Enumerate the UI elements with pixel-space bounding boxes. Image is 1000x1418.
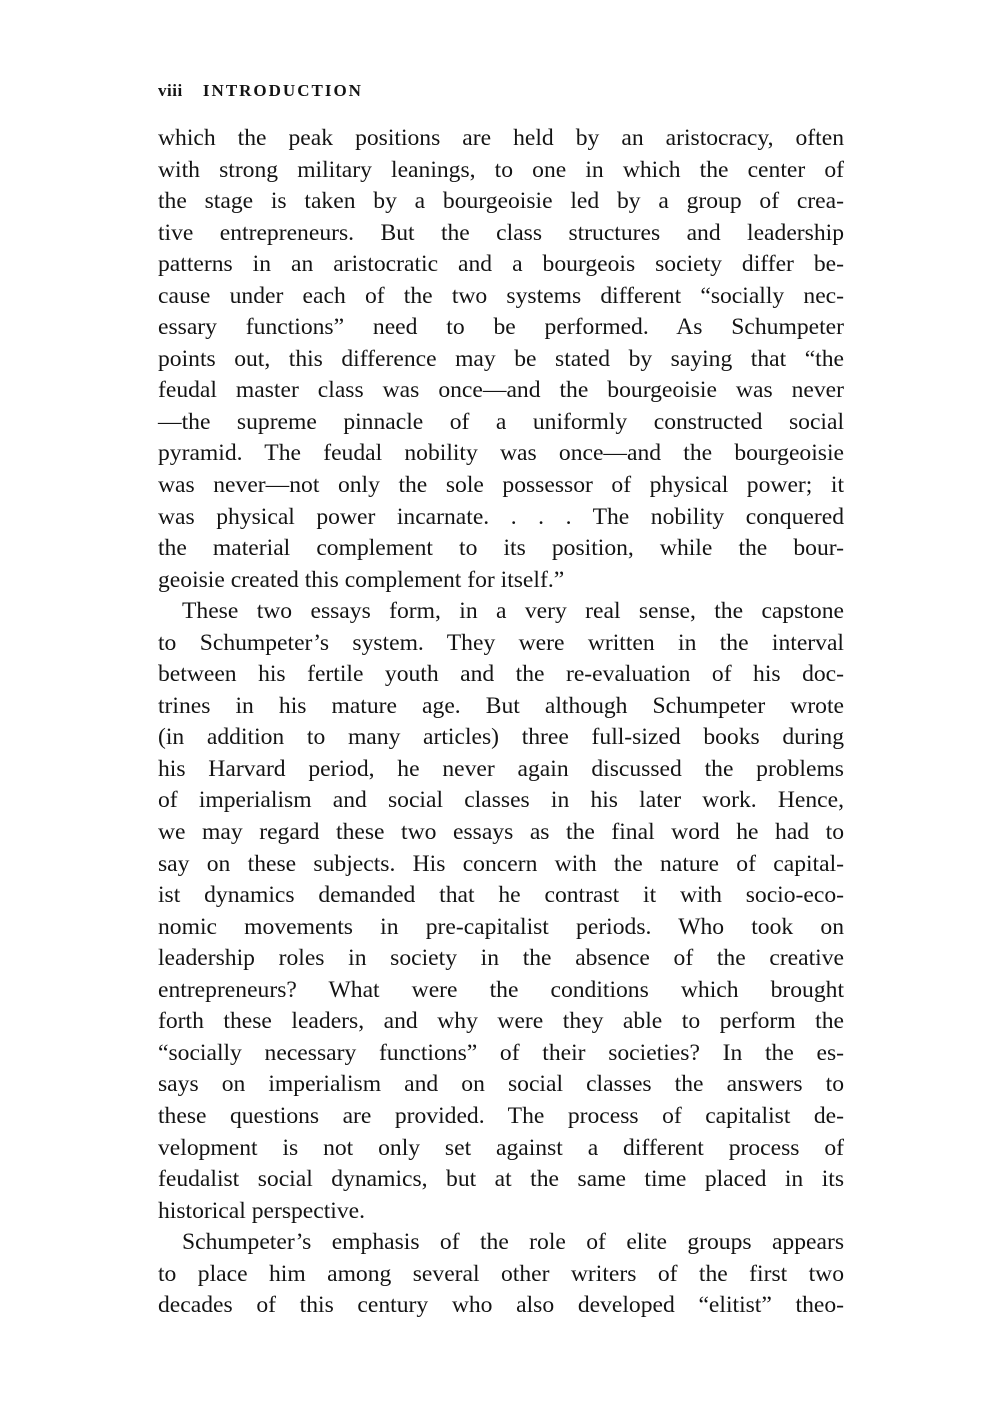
text-line: tive entrepreneurs. But the class structures and leadership: [158, 219, 844, 246]
text-line: these questions are provided. The process of capitalist de-: [158, 1102, 844, 1129]
text-line: patterns in an aristocratic and a bourgeois society differ be-: [158, 251, 844, 278]
paragraph: [158, 1227, 844, 1322]
text-line: decades of this century who also developed “elitist” theo-: [158, 1292, 844, 1319]
text-line: we may regard these two essays as the final word he had to: [158, 819, 844, 846]
paragraph: [158, 596, 844, 1227]
text-line: velopment is not only set against a different process of: [158, 1134, 844, 1161]
text-line: feudalist social dynamics, but at the same time placed in its: [158, 1166, 844, 1193]
text-line: historical perspective.: [158, 1197, 366, 1224]
text-line: geoisie created this complement for itself.”: [158, 566, 565, 593]
text-line: was physical power incarnate. . . . The nobility conquered: [158, 503, 844, 530]
text-line: says on imperialism and on social classes the answers to: [158, 1071, 844, 1098]
text-line: —the supreme pinnacle of a uniformly constructed social: [158, 408, 844, 435]
text-line: was never—not only the sole possessor of physical power; it: [158, 472, 844, 499]
book-page: [158, 76, 844, 1322]
text-line: These two essays form, in a very real sense, the capstone: [182, 598, 844, 625]
text-line: with strong military leanings, to one in which the center of: [158, 156, 844, 183]
text-line: nomic movements in pre-capitalist periods. Who took on: [158, 913, 844, 940]
text-line: of imperialism and social classes in his later work. Hence,: [158, 787, 844, 814]
text-line: which the peak positions are held by an aristocracy, often: [158, 125, 844, 151]
text-line: to Schumpeter’s system. They were written in the interval: [158, 629, 844, 656]
text-line: Schumpeter’s emphasis of the role of elite groups appears: [182, 1229, 844, 1256]
text-line: forth these leaders, and why were they able to perform the: [158, 1008, 844, 1035]
text-line: “socially necessary functions” of their societies? In the es-: [158, 1039, 844, 1066]
text-line: pyramid. The feudal nobility was once—and the bourgeoisie: [158, 440, 844, 467]
section-title: INTRODUCTION: [202, 81, 363, 100]
text-line: feudal master class was once—and the bourgeoisie was never: [158, 377, 844, 404]
body-text: [158, 123, 844, 1322]
text-line: cause under each of the two systems different “socially nec-: [158, 282, 844, 309]
text-line: trines in his mature age. But although Schumpeter wrote: [158, 692, 844, 719]
text-line: entrepreneurs? What were the conditions which brought: [158, 976, 844, 1003]
text-line: the material complement to its position, while the bour-: [158, 535, 844, 562]
text-line: his Harvard period, he never again discussed the problems: [158, 755, 844, 782]
text-line: between his fertile youth and the re-evaluation of his doc-: [158, 661, 844, 688]
running-head: [158, 76, 844, 106]
page-number: viii: [158, 81, 183, 100]
text-line: to place him among several other writers of the first two: [158, 1260, 844, 1287]
text-line: essary functions” need to be performed. As Schumpeter: [158, 314, 844, 341]
text-line: (in addition to many articles) three full-sized books during: [158, 724, 844, 751]
text-line: the stage is taken by a bourgeoisie led by a group of crea-: [158, 188, 844, 215]
text-line: say on these subjects. His concern with the nature of capital-: [158, 850, 844, 877]
text-line: points out, this difference may be stated by saying that “the: [158, 345, 844, 372]
paragraph: [158, 123, 844, 596]
text-line: leadership roles in society in the absence of the creative: [158, 945, 844, 972]
text-line: ist dynamics demanded that he contrast it with socio-eco-: [158, 882, 844, 909]
